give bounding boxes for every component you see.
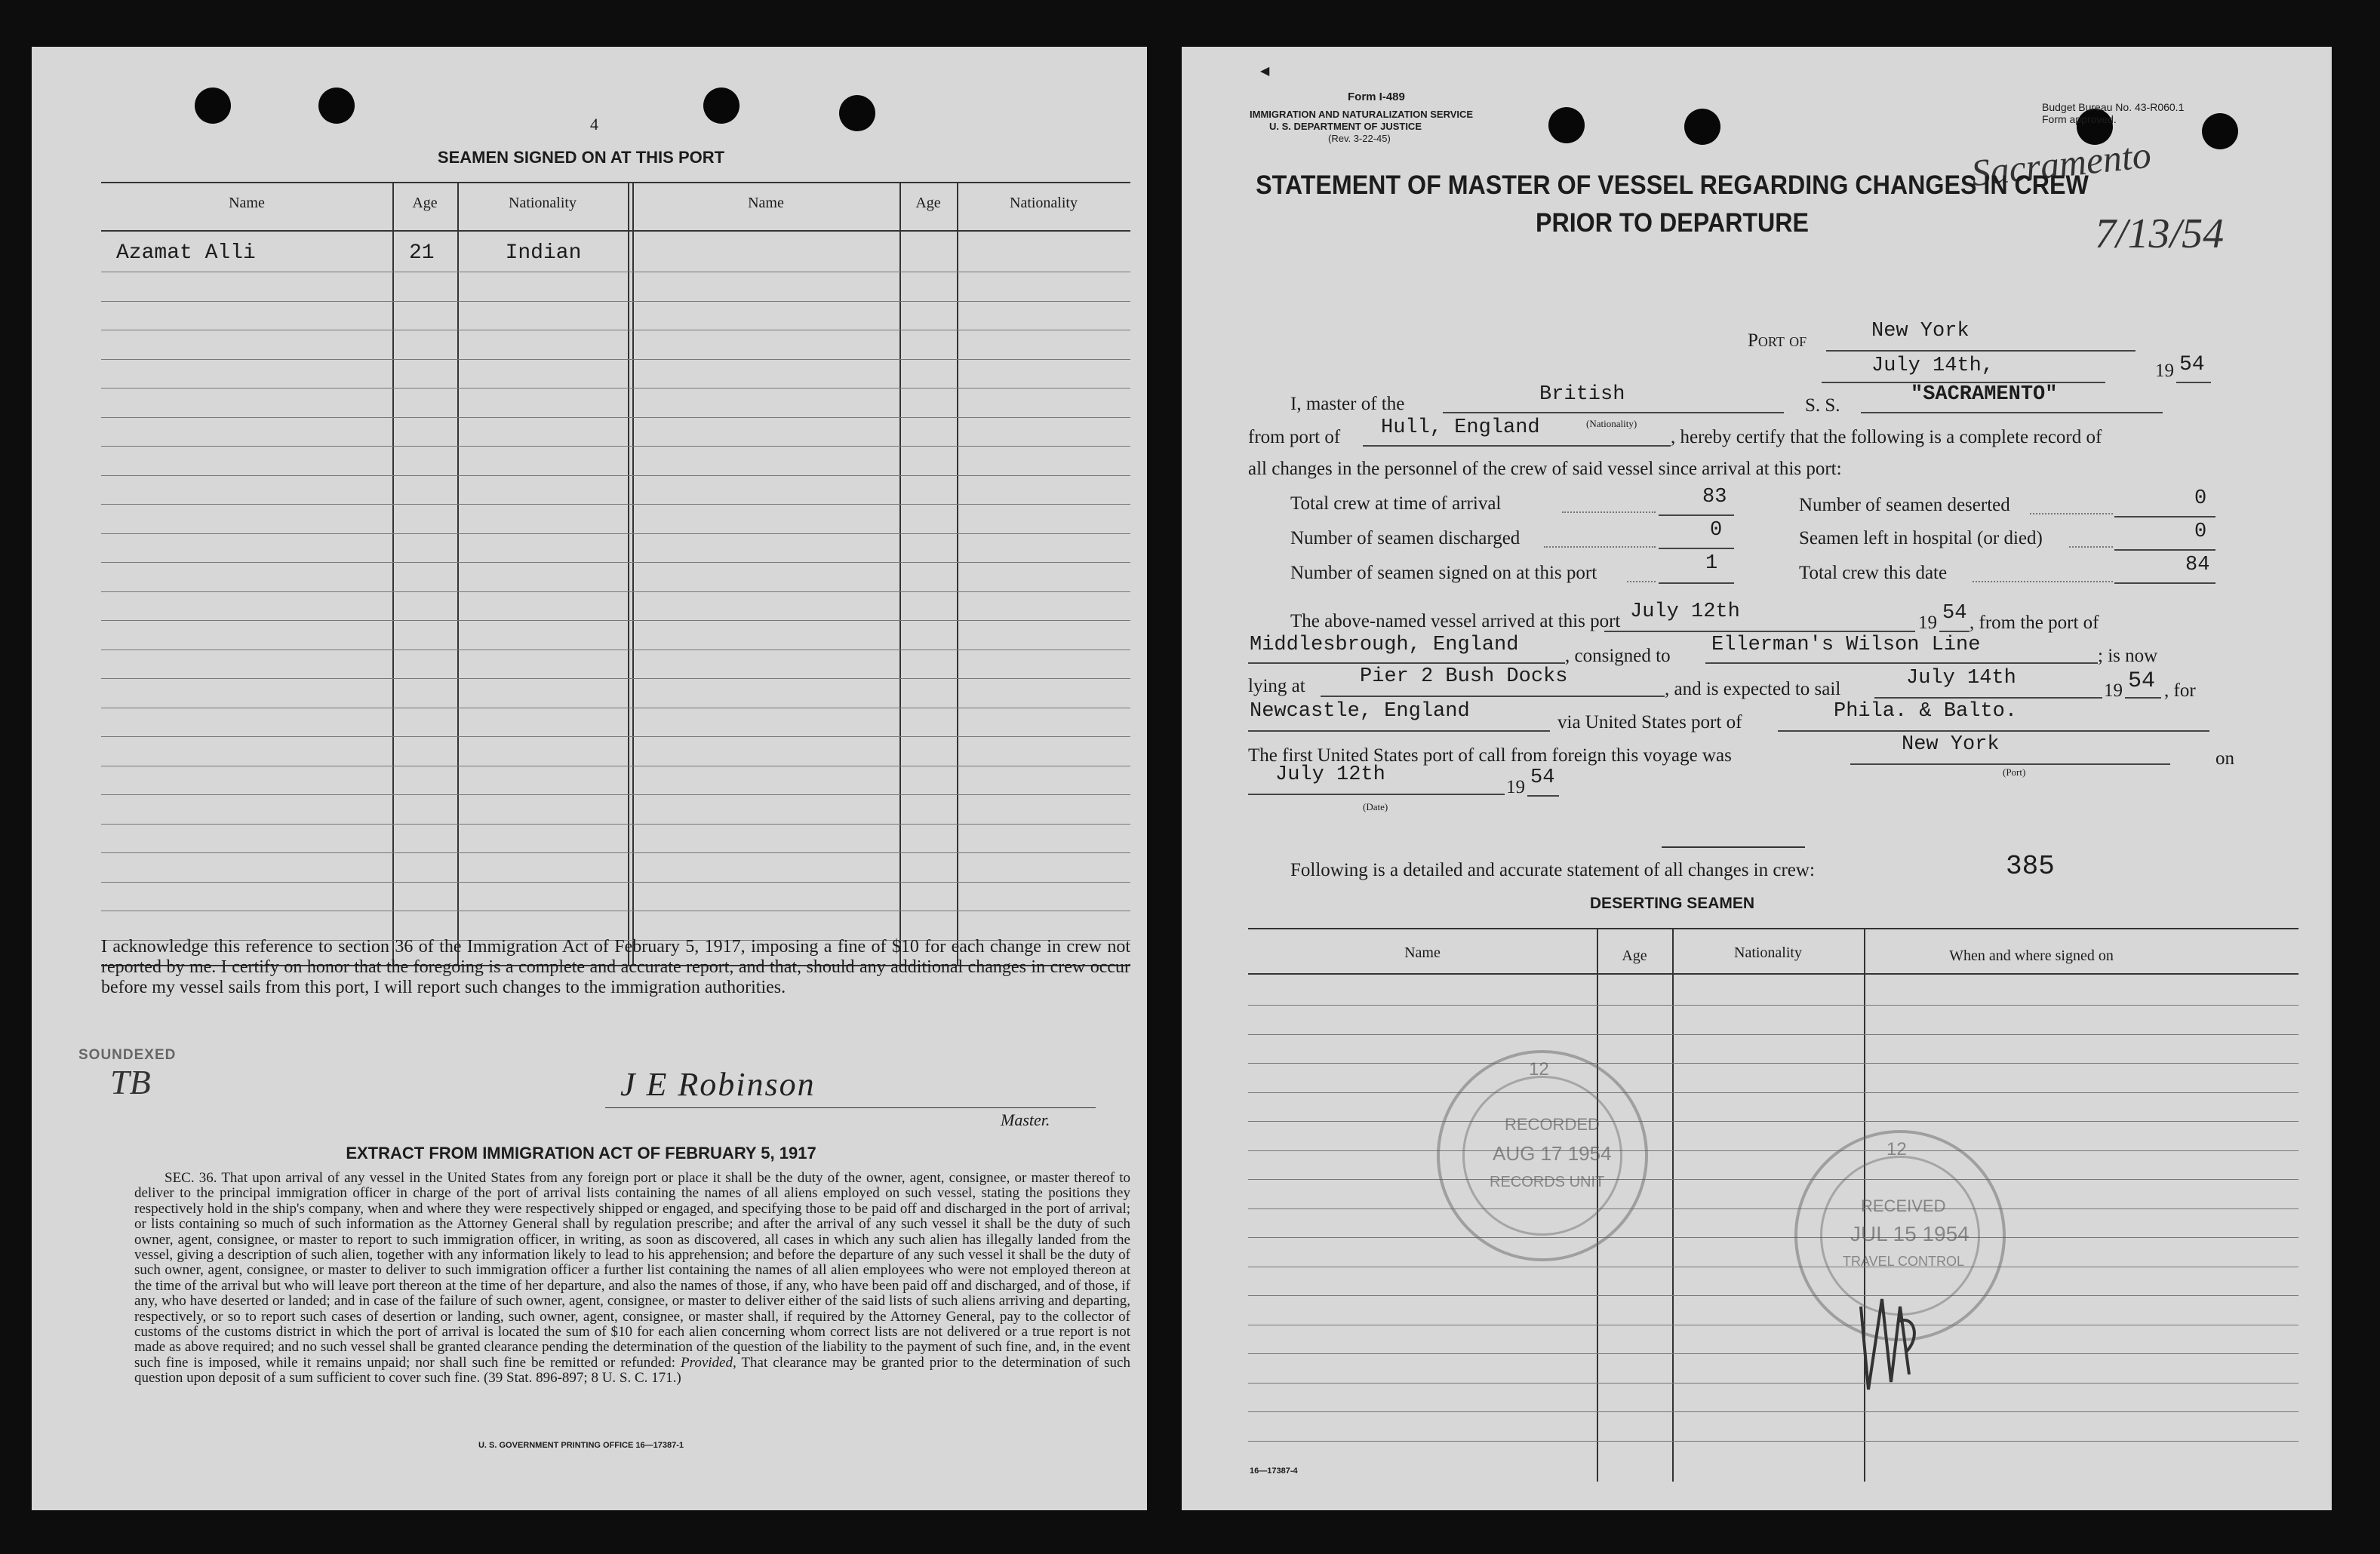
row-rule — [101, 301, 1130, 302]
signed-on-label: Number of seamen signed on at this port — [1290, 563, 1597, 583]
recorded-stamp-bottom: RECORDS UNIT — [1490, 1174, 1605, 1190]
row-rule — [101, 620, 1130, 621]
discharged-label: Number of seamen discharged — [1290, 528, 1521, 548]
consigned-label: , consigned to — [1565, 646, 1671, 666]
dot-leader — [1627, 581, 1656, 582]
row-rule — [101, 417, 1130, 418]
desert-col-age: Age — [1622, 947, 1647, 964]
form-approved: Form approved. — [2042, 113, 2117, 125]
revision: (Rev. 3-22-45) — [1328, 133, 1391, 144]
col-divider — [457, 182, 459, 966]
col-header-nationality-2: Nationality — [1010, 195, 1078, 211]
hospital-value: 0 — [2194, 521, 2207, 543]
row-rule — [1248, 1353, 2299, 1354]
year-field — [2176, 356, 2211, 383]
col-header-nationality: Nationality — [509, 195, 577, 211]
recorded-stamp-top: 12 — [1529, 1059, 1549, 1080]
year-prefix: 19 — [2155, 361, 2174, 381]
recorded-stamp-label: RECORDED — [1505, 1115, 1600, 1134]
desert-col-divider — [1672, 928, 1674, 1482]
form-title-line-2: PRIOR TO DEPARTURE — [1536, 208, 1809, 238]
deserted-value: 0 — [2194, 487, 2207, 510]
sail-year-prefix: 19 — [2104, 680, 2123, 701]
row-rule — [101, 824, 1130, 825]
desert-col-when-where: When and where signed on — [1949, 947, 2114, 964]
punch-hole — [1548, 107, 1585, 143]
row-rule — [101, 533, 1130, 534]
punch-hole — [1684, 109, 1720, 145]
desert-header-rule — [1248, 973, 2299, 975]
extract-body — [134, 1171, 1130, 1387]
desert-col-name: Name — [1404, 944, 1441, 961]
from-port-value: Hull, England — [1381, 416, 1540, 439]
row-rule — [101, 852, 1130, 853]
extract-title: EXTRACT FROM IMMIGRATION ACT OF FEBRUARY 5, 1917 — [346, 1144, 816, 1162]
is-now-label: ; is now — [2098, 646, 2158, 666]
master-label: Master. — [1001, 1110, 1050, 1129]
sail-date-value: July 14th — [1906, 667, 2016, 689]
date-value: July 14th, — [1871, 355, 1994, 377]
for-label: , for — [2164, 680, 2196, 701]
total-crew-arrival-label: Total crew at time of arrival — [1290, 493, 1502, 514]
printer-line-right: 16—17387-4 — [1250, 1466, 1298, 1476]
dot-leader — [1544, 546, 1656, 548]
row-rule — [101, 359, 1130, 360]
arrived-year-field — [1939, 605, 1969, 632]
signature-line — [605, 1107, 1096, 1108]
expected-label: , and is expected to sail — [1665, 679, 1841, 699]
from-port-of-label: , from the port of — [1969, 613, 2099, 633]
desert-table-top-rule — [1248, 928, 2299, 929]
printer-line: U. S. GOVERNMENT PRINTING OFFICE 16—17387-1 — [478, 1441, 684, 1450]
first-year-value: 54 — [1530, 766, 1555, 789]
right-page — [1182, 47, 2332, 1510]
row-rule — [1248, 1237, 2299, 1238]
via-label: via United States port of — [1557, 712, 1742, 732]
row-rule — [101, 794, 1130, 795]
arrived-date-value: July 12th — [1630, 600, 1740, 623]
port-of-label: Port of — [1748, 330, 1807, 351]
punch-hole — [318, 88, 355, 124]
via-ports-value: Phila. & Balto. — [1834, 700, 2018, 723]
deserted-label: Number of seamen deserted — [1799, 495, 2010, 515]
row-rule — [101, 504, 1130, 505]
soundexed-stamp: SOUNDEXED — [78, 1047, 177, 1063]
row-rule — [101, 591, 1130, 592]
punch-hole — [195, 88, 231, 124]
total-crew-date-label: Total crew this date — [1799, 563, 1948, 583]
row-rule — [1248, 1121, 2299, 1122]
total-crew-arrival-value: 83 — [1702, 486, 1727, 508]
signed-on-value: 1 — [1705, 552, 1718, 575]
date-caption: (Date) — [1363, 801, 1388, 812]
sail-year-value: 54 — [2128, 668, 2156, 694]
left-page — [32, 47, 1147, 1510]
desert-col-nationality: Nationality — [1734, 944, 1802, 961]
nationality-caption: (Nationality) — [1586, 418, 1637, 429]
year-suffix: 54 — [2179, 353, 2205, 376]
handwritten-mark — [1846, 1276, 1936, 1412]
row-rule — [1248, 1411, 2299, 1412]
serial-number: 385 — [2006, 851, 2055, 882]
first-date-value: July 12th — [1275, 763, 1385, 786]
master-of-label: I, master of the — [1290, 394, 1405, 414]
punch-hole — [703, 88, 740, 124]
extract-provided: Provided, — [681, 1354, 736, 1371]
row-rule — [1248, 1005, 2299, 1006]
master-signature: J E Robinson — [620, 1066, 816, 1103]
budget-bureau: Budget Bureau No. 43-R060.1 — [2042, 101, 2185, 113]
row-rule — [101, 882, 1130, 883]
row-rule — [101, 562, 1130, 563]
dot-leader — [1562, 511, 1656, 513]
arrived-year-value: 54 — [1942, 602, 1967, 625]
row-rule — [1248, 1034, 2299, 1035]
col-divider — [392, 182, 394, 966]
arrived-year-prefix: 19 — [1918, 613, 1937, 633]
row-rule — [101, 475, 1130, 476]
ss-label: S. S. — [1805, 395, 1840, 416]
col-header-name-2: Name — [748, 195, 784, 211]
first-port-field — [1850, 738, 2170, 765]
table-top-rule — [101, 182, 1130, 183]
received-stamp-bottom: TRAVEL CONTROL — [1843, 1254, 1965, 1269]
following-label: Following is a detailed and accurate statement of all changes in crew: — [1290, 860, 1815, 880]
row-rule — [101, 446, 1130, 447]
punch-hole — [2202, 113, 2238, 149]
row-rule — [1248, 1295, 2299, 1296]
from-port-label: from port of — [1248, 427, 1341, 447]
on-label: on — [2215, 748, 2234, 769]
certify-text-2: all changes in the personnel of the crew of said vessel since arrival at this port: — [1248, 459, 1842, 479]
port-value: New York — [1871, 320, 1969, 342]
extract-text: That upon arrival of any vessel in the United States from any foreign port or place it shall be the duty of the owner, agent, consignee, or master thereof to deliver to the principal immigration officer in charge of the port of arrival lists containing the names of all aliens employed on such vessel, stating the positions they respectively hold in the ship's company, when and where they were respectively shipped or engaged, and specifying those to be paid off and discharged in the port of arrival; or lists containing so much of such information as the Attorney General shall by regulation prescribe; and after the arrival of any such vessel it shall be the duty of such owner, agent, consignee, or master to report to such immigration officer, in writing, as soon as discovered, all cases in which any such alien has illegally landed from the vessel, giving a description of such alien, together with any information likely to lead to his apprehension; and before the departure of any such vessel it shall be the duty of such owner, agent, consignee, or master to deliver to such immigration officer a further list containing the names of all alien employees who were not employed thereon at the time of the arrival but who will leave port thereon at the time of her departure, and also the names of those, if any, who have been paid off and discharged, and of those, if any, who have deserted or landed; and in case of the failure of such owner, agent, consignee, or master to deliver either of the said lists of such aliens arriving and departing, respectively, or so to report such cases of desertion or landing, such owner, agent, consignee, or master shall, if required by the Attorney General, pay to the collector of customs of the customs district in which the port of arrival is located the sum of $10 for each alien concerning whom correct lists are not delivered or a true report is not made as above required; and no such vessel shall be granted clearance pending the determination of the question of the liability to the payment of such fine, and, in the event such fine is imposed, while it remains unpaid; nor shall such fine be remitted or refunded: — [134, 1170, 1130, 1371]
destination-value: Newcastle, England — [1250, 700, 1470, 723]
separator-rule — [1662, 846, 1805, 848]
col-divider — [899, 182, 901, 966]
extract-lead: SEC. 36. — [165, 1170, 217, 1186]
received-stamp-top: 12 — [1886, 1139, 1907, 1159]
first-year-prefix: 19 — [1506, 777, 1525, 797]
dot-leader — [1973, 581, 2113, 582]
row-rule — [1248, 1063, 2299, 1064]
page-number: 4 — [590, 115, 598, 134]
section-title: SEAMEN SIGNED ON AT THIS PORT — [437, 148, 725, 167]
row-rule — [1248, 1179, 2299, 1180]
agency-line-2: U. S. DEPARTMENT OF JUSTICE — [1269, 121, 1422, 132]
signed-on-field — [1659, 557, 1734, 584]
handwritten-ship-name: Sacramento — [1969, 133, 2154, 195]
first-year-field — [1527, 769, 1559, 797]
arrow-icon: ◀ — [1260, 65, 1270, 78]
extract-tail: That clearance may be granted prior to the determination of such question upon deposit of a sum sufficient to cover such fine. (39 Stat. 896-897; 8 U. S. C. 171.) — [134, 1354, 1130, 1387]
punch-hole — [839, 95, 875, 131]
row-rule — [1248, 1150, 2299, 1151]
sail-year-field — [2125, 671, 2161, 699]
received-stamp-date: JUL 15 1954 — [1850, 1222, 1969, 1245]
col-header-age: Age — [412, 195, 438, 211]
hospital-label: Seamen left in hospital (or died) — [1799, 528, 2043, 548]
lying-at-value: Pier 2 Bush Docks — [1360, 665, 1568, 688]
row-rule — [101, 678, 1130, 679]
vessel-value: "SACRAMENTO" — [1911, 383, 2058, 406]
col-divider — [628, 182, 629, 966]
first-port-value: New York — [1902, 733, 2000, 756]
discharged-value: 0 — [1710, 519, 1723, 542]
certify-text: , hereby certify that the following is a complete record of — [1671, 427, 2102, 447]
port-caption: (Port) — [2003, 766, 2026, 778]
lying-label: lying at — [1248, 676, 1305, 696]
form-number: Form I-489 — [1348, 91, 1405, 103]
consignee-value: Ellerman's Wilson Line — [1711, 634, 1981, 656]
table-row-name: Azamat Alli — [116, 241, 256, 265]
recorded-stamp-date: AUG 17 1954 — [1493, 1142, 1612, 1165]
deserting-title: DESERTING SEAMEN — [1589, 895, 1755, 912]
acknowledgment-text: I acknowledge this reference to section 36 of the Immigration Act of February 5, 1917, imposing a fine of $10 for each change in crew not reported by me. I certify on honor that the foregoing is a complete and accurate report, and that, should any additional changes in crew occur before my vessel sails from this port, I will report such changes to the immigration authorities. — [101, 937, 1130, 997]
handwritten-date: 7/13/54 — [2095, 210, 2225, 257]
agency-line-1: IMMIGRATION AND NATURALIZATION SERVICE — [1250, 109, 1474, 120]
dot-leader — [2069, 546, 2113, 548]
col-header-age-2: Age — [915, 195, 941, 211]
received-stamp-label: RECEIVED — [1861, 1196, 1946, 1215]
arrived-label: The above-named vessel arrived at this port — [1290, 611, 1621, 631]
row-rule — [1248, 1092, 2299, 1093]
dot-leader — [2030, 513, 2113, 514]
recorded-stamp — [1437, 1050, 1648, 1261]
nationality-value: British — [1539, 383, 1625, 406]
table-row-nationality: Indian — [505, 241, 582, 265]
first-port-label: The first United States port of call from foreign this voyage was — [1248, 745, 1732, 766]
col-divider — [632, 182, 634, 966]
col-divider — [957, 182, 958, 966]
handwritten-initials: TB — [110, 1063, 151, 1101]
table-row-age: 21 — [409, 241, 435, 265]
form-title-line-1: STATEMENT OF MASTER OF VESSEL REGARDING CHANGES IN CREW — [1256, 170, 2089, 200]
total-crew-date-value: 84 — [2185, 554, 2210, 576]
row-rule — [1248, 1383, 2299, 1384]
discharged-field — [1659, 522, 1734, 549]
previous-port-value: Middlesbrough, England — [1250, 634, 1519, 656]
row-rule — [1248, 1208, 2299, 1209]
row-rule — [101, 736, 1130, 737]
col-header-name: Name — [229, 195, 265, 211]
row-rule — [1248, 1441, 2299, 1442]
header-rule — [101, 230, 1130, 232]
